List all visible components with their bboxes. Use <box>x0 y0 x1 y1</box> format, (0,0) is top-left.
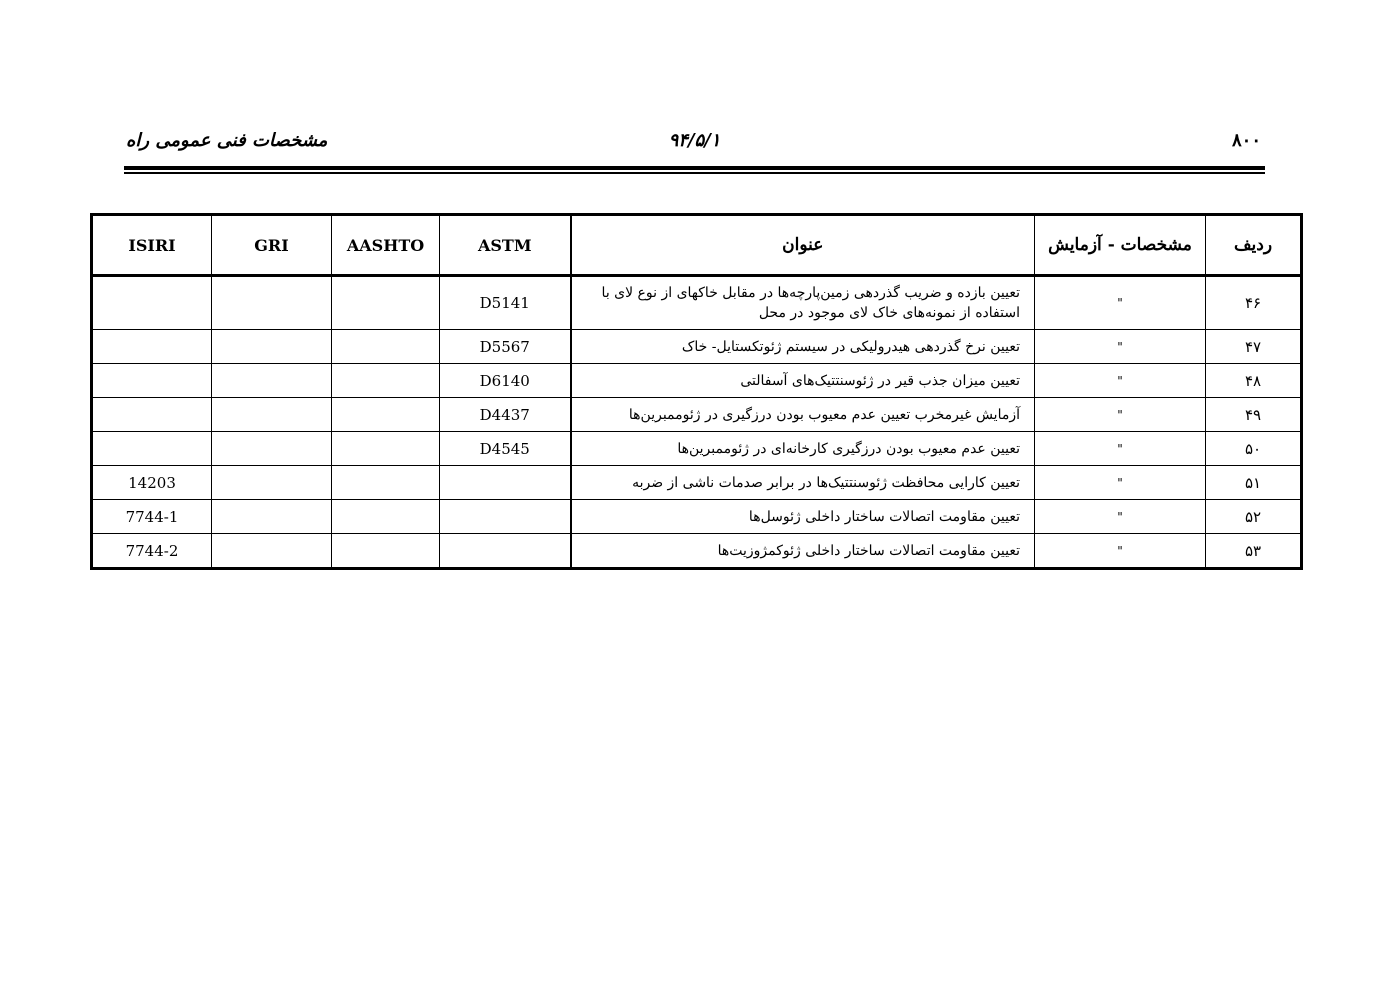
cell-gri <box>212 500 332 534</box>
cell-gri <box>212 398 332 432</box>
table-body <box>92 276 1302 569</box>
cell-gri <box>212 534 332 569</box>
cell-title: تعیین بازده و ضریب گذردهی زمین‌پارچه‌ها در مقابل خاکهای از نوع لای با استفاده از نمونه‌های خاک لای موجود در محل <box>571 276 1035 330</box>
column-header-title: عنوان <box>571 215 1035 276</box>
table-row <box>92 330 1302 364</box>
cell-title: تعیین کارایی محافظت ژئوسنتتیک‌ها در برابر صدمات ناشی از ضربه <box>571 466 1035 500</box>
cell-aashto <box>332 330 440 364</box>
cell-isiri <box>92 398 212 432</box>
header-rule-thick <box>124 166 1265 170</box>
cell-spec: " <box>1035 466 1206 500</box>
page-header <box>124 126 1265 160</box>
cell-aashto <box>332 276 440 330</box>
cell-astm: D5567 <box>440 330 571 364</box>
cell-isiri <box>92 364 212 398</box>
cell-aashto <box>332 500 440 534</box>
cell-aashto <box>332 398 440 432</box>
cell-isiri: 14203 <box>92 466 212 500</box>
cell-isiri: 7744-2 <box>92 534 212 569</box>
cell-astm: D4437 <box>440 398 571 432</box>
cell-gri <box>212 330 332 364</box>
cell-isiri: 7744-1 <box>92 500 212 534</box>
table-row <box>92 534 1302 569</box>
cell-row-number: ۴۹ <box>1206 398 1302 432</box>
cell-spec: " <box>1035 364 1206 398</box>
column-header-row: ردیف <box>1206 215 1302 276</box>
cell-title: تعیین میزان جذب قیر در ژئوسنتتیک‌های آسفالتی <box>571 364 1035 398</box>
cell-gri <box>212 432 332 466</box>
cell-row-number: ۵۲ <box>1206 500 1302 534</box>
table-header-row <box>92 215 1302 276</box>
cell-astm <box>440 534 571 569</box>
cell-gri <box>212 466 332 500</box>
cell-row-number: ۵۳ <box>1206 534 1302 569</box>
cell-spec: " <box>1035 398 1206 432</box>
table-row <box>92 364 1302 398</box>
cell-aashto <box>332 432 440 466</box>
table-row <box>92 276 1302 330</box>
column-header-astm: ASTM <box>440 215 571 276</box>
cell-row-number: ۵۱ <box>1206 466 1302 500</box>
cell-astm <box>440 466 571 500</box>
column-header-isiri: ISIRI <box>92 215 212 276</box>
table-row <box>92 398 1302 432</box>
cell-astm: D6140 <box>440 364 571 398</box>
cell-spec: " <box>1035 330 1206 364</box>
document-date: ۹۴/۵/۱ <box>668 130 721 151</box>
table-row <box>92 432 1302 466</box>
cell-spec: " <box>1035 276 1206 330</box>
cell-aashto <box>332 534 440 569</box>
column-header-spec: مشخصات - آزمایش <box>1035 215 1206 276</box>
document-title: مشخصات فنی عمومی راه <box>126 130 328 151</box>
cell-gri <box>212 364 332 398</box>
cell-title: آزمایش غیرمخرب تعیین عدم معیوب بودن درزگیری در ژئوممبرین‌ها <box>571 398 1035 432</box>
page-number: ۸۰۰ <box>1231 130 1261 151</box>
cell-astm: D5141 <box>440 276 571 330</box>
cell-isiri <box>92 330 212 364</box>
cell-spec: " <box>1035 432 1206 466</box>
cell-isiri <box>92 432 212 466</box>
cell-row-number: ۴۶ <box>1206 276 1302 330</box>
table-row <box>92 500 1302 534</box>
standards-table <box>90 213 1303 570</box>
cell-title: تعیین مقاومت اتصالات ساختار داخلی ژئوکمژوزیت‌ها <box>571 534 1035 569</box>
cell-spec: " <box>1035 500 1206 534</box>
column-header-gri: GRI <box>212 215 332 276</box>
cell-aashto <box>332 364 440 398</box>
cell-astm: D4545 <box>440 432 571 466</box>
table-row <box>92 466 1302 500</box>
cell-title: تعیین عدم معیوب بودن درزگیری کارخانه‌ای در ژئوممبرین‌ها <box>571 432 1035 466</box>
header-rule-thin <box>124 172 1265 174</box>
cell-spec: " <box>1035 534 1206 569</box>
column-header-aashto: AASHTO <box>332 215 440 276</box>
cell-gri <box>212 276 332 330</box>
cell-astm <box>440 500 571 534</box>
cell-row-number: ۵۰ <box>1206 432 1302 466</box>
cell-aashto <box>332 466 440 500</box>
cell-title: تعیین مقاومت اتصالات ساختار داخلی ژئوسل‌ها <box>571 500 1035 534</box>
cell-row-number: ۴۸ <box>1206 364 1302 398</box>
cell-isiri <box>92 276 212 330</box>
cell-title: تعیین نرخ گذردهی هیدرولیکی در سیستم ژئوتکستایل- خاک <box>571 330 1035 364</box>
cell-row-number: ۴۷ <box>1206 330 1302 364</box>
